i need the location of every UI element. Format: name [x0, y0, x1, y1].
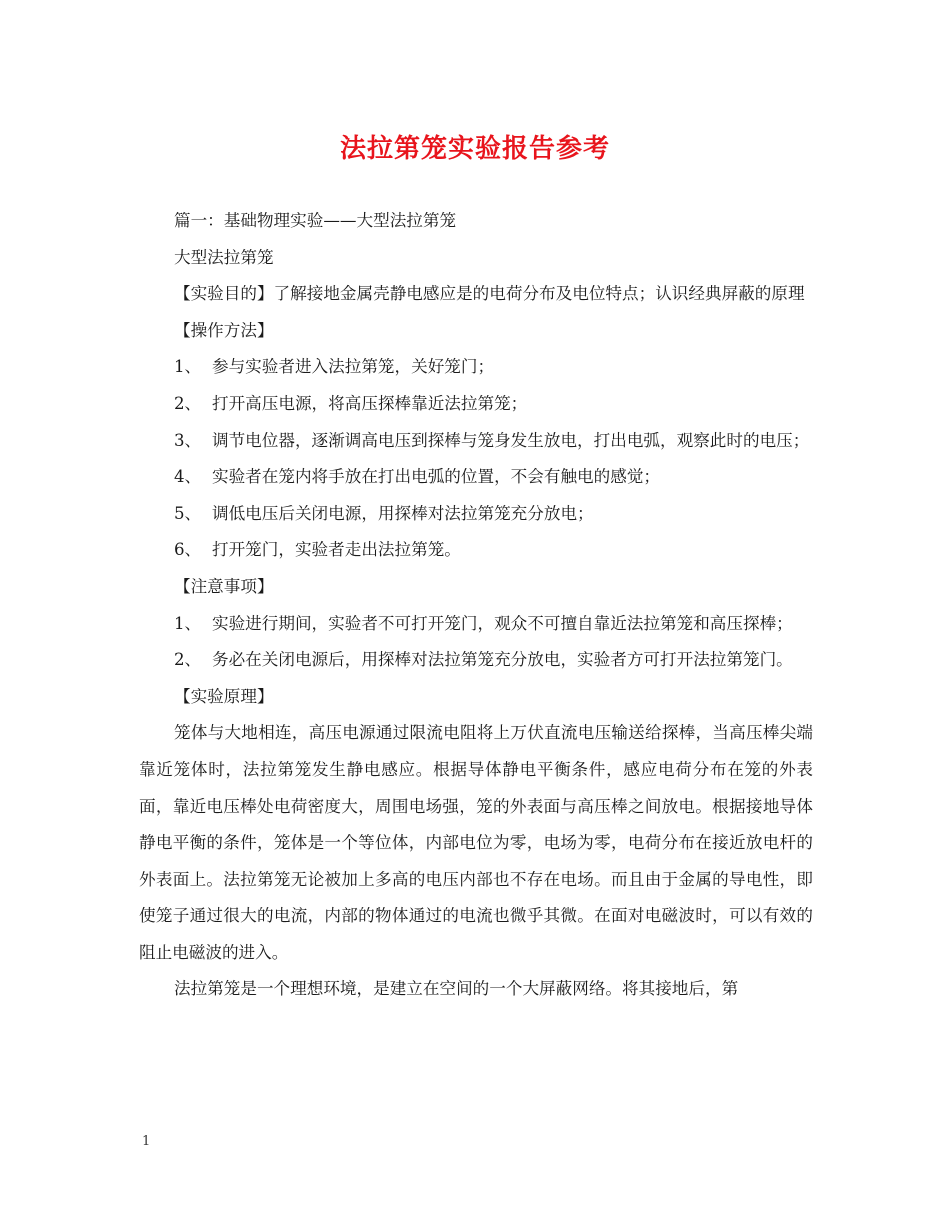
section-heading: 【操作方法】 [174, 320, 274, 340]
paragraph: 【实验目的】了解接地金属壳静电感应是的电荷分布及电位特点；认识经典屏蔽的原理 [174, 284, 805, 304]
list-item-text: 打开高压电源，将高压探棒靠近法拉第笼； [212, 393, 528, 413]
paragraph: 篇一：基础物理实验——大型法拉第笼 [174, 211, 457, 230]
list-item [139, 423, 813, 460]
list-item [139, 532, 813, 569]
list-item [139, 349, 813, 386]
list-item-number: 6、 [174, 540, 202, 560]
list-item-number: 1、 [174, 613, 202, 633]
list-item-number: 3、 [174, 430, 202, 450]
paragraph: 大型法拉第笼 [174, 247, 274, 267]
list-item [139, 606, 813, 643]
list-item-text: 务必在关闭电源后，用探棒对法拉第笼充分放电，实验者方可打开法拉第笼门。 [212, 650, 793, 670]
list-item-number: 1、 [174, 357, 202, 377]
document-body [139, 203, 813, 1008]
list-item [139, 642, 813, 679]
list-item-text: 调低电压后关闭电源，用探棒对法拉第笼充分放电； [212, 503, 594, 523]
list-item-text: 实验进行期间，实验者不可打开笼门，观众不可擅自靠近法拉第笼和高压探棒； [212, 613, 793, 633]
list-item-text: 打开笼门，实验者走出法拉第笼。 [212, 540, 461, 560]
list-item [139, 496, 813, 533]
list-item-text: 参与实验者进入法拉第笼，关好笼门； [212, 357, 495, 377]
list-item [139, 459, 813, 496]
list-item [139, 386, 813, 423]
paragraph: 笼体与大地相连，高压电源通过限流电阻将上万伏直流电压输送给探棒，当高压棒尖端靠近笼体时，法拉第笼发生静电感应。根据导体静电平衡条件，感应电荷分布在笼的外表面，靠近电压棒处电荷密度大，周围电场强，笼的外表面与高压棒之间放电。根据接地导体静电平衡的条件，笼体是一个等位体，内部电位为零，电场为零，电荷分布在接近放电杆的外表面上。法拉第笼无论被加上多高的电压内部也不存在电场。而且由于金属的导电性，即使笼子通过很大的电流，内部的物体通过的电流也微乎其微。在面对电磁波时，可以有效的阻止电磁波的进入。 [139, 723, 813, 962]
paragraph: 法拉第笼是一个理想环境，是建立在空间的一个大屏蔽网络。将其接地后，第 [174, 979, 739, 999]
page-number: 1 [142, 1134, 151, 1149]
list-item-number: 4、 [174, 467, 202, 487]
section-heading: 【实验原理】 [174, 686, 274, 706]
document-title: 法拉第笼实验报告参考 [339, 134, 610, 164]
list-item-text: 实验者在笼内将手放在打出电弧的位置，不会有触电的感觉； [212, 467, 661, 487]
list-item-number: 2、 [174, 650, 202, 670]
list-item-text: 调节电位器，逐渐调高电压到探棒与笼身发生放电，打出电弧，观察此时的电压； [212, 430, 810, 450]
section-heading: 【注意事项】 [174, 576, 274, 596]
list-item-number: 2、 [174, 393, 202, 413]
list-item-number: 5、 [174, 503, 202, 523]
